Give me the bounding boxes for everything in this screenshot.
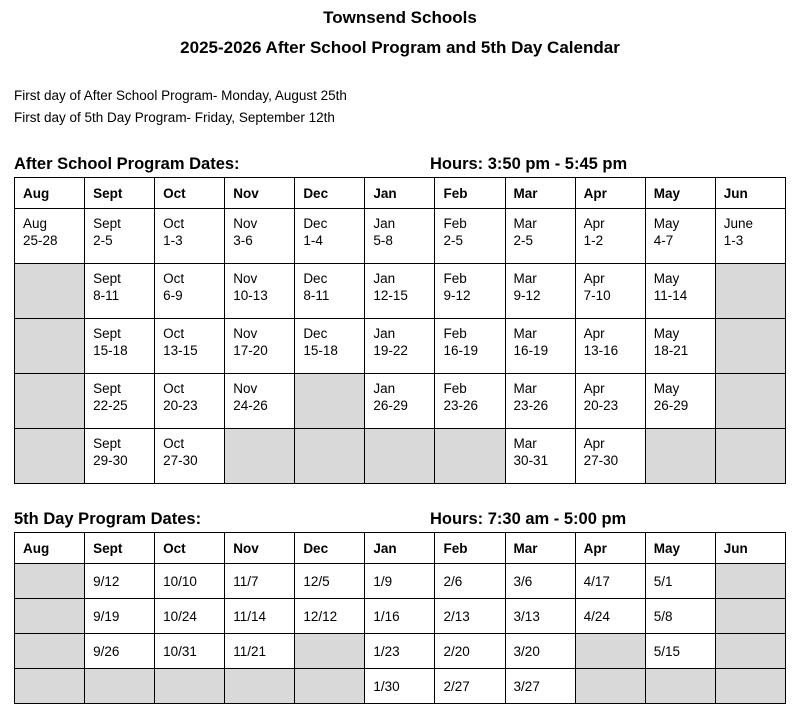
empty-cell — [715, 669, 785, 704]
date-cell: 10/24 — [155, 599, 225, 634]
fifth-day-col-mar: Mar — [505, 533, 575, 564]
date-range: 8-11 — [303, 288, 330, 303]
date-month: May — [653, 381, 680, 396]
date-cell — [645, 209, 715, 264]
date-month: Feb — [443, 326, 467, 341]
date-cell: 1/23 — [365, 634, 435, 669]
date-cell — [155, 374, 225, 429]
after-school-col-sept: Sept — [85, 178, 155, 209]
date-cell — [85, 264, 155, 319]
date-month: Aug — [23, 216, 48, 231]
date-cell — [435, 209, 505, 264]
date-month: Feb — [443, 381, 467, 396]
date-month: Sept — [93, 381, 121, 396]
date-cell: 3/13 — [505, 599, 575, 634]
date-range: 20-23 — [583, 398, 619, 413]
after-school-col-feb: Feb — [435, 178, 505, 209]
table-row — [15, 319, 786, 374]
date-cell: 2/20 — [435, 634, 505, 669]
fifth-day-col-jan: Jan — [365, 533, 435, 564]
date-cell: 10/31 — [155, 634, 225, 669]
after-school-col-oct: Oct — [155, 178, 225, 209]
date-month: Sept — [93, 271, 121, 286]
date-range: 7-10 — [583, 288, 611, 303]
date-month: Sept — [93, 436, 121, 451]
date-cell — [85, 429, 155, 484]
date-cell — [295, 264, 365, 319]
date-month: Sept — [93, 326, 121, 341]
empty-cell — [715, 564, 785, 599]
date-range: 26-29 — [653, 398, 689, 413]
date-range: 3-6 — [233, 233, 253, 248]
date-range: 27-30 — [163, 453, 198, 468]
fifth-day-col-nov: Nov — [225, 533, 295, 564]
date-month: Jan — [373, 216, 396, 231]
date-range: 2-5 — [93, 233, 113, 248]
date-month: Apr — [583, 326, 605, 341]
date-range: 30-31 — [513, 453, 549, 468]
date-range: 26-29 — [373, 398, 408, 413]
fifth-day-col-oct: Oct — [155, 533, 225, 564]
empty-cell — [85, 669, 155, 704]
table-row — [15, 429, 786, 484]
date-cell — [505, 429, 575, 484]
after-school-col-apr: Apr — [575, 178, 645, 209]
date-cell — [505, 264, 575, 319]
empty-cell — [295, 374, 365, 429]
date-month: Oct — [163, 271, 185, 286]
calendar-title: 2025-2026 After School Program and 5th Day Calendar — [180, 38, 620, 57]
date-range: 2-5 — [513, 233, 534, 248]
date-range: 13-16 — [583, 343, 619, 358]
date-cell: 2/27 — [435, 669, 505, 704]
fifth-day-col-apr: Apr — [575, 533, 645, 564]
date-range: 11-14 — [653, 288, 688, 303]
date-cell: 1/30 — [365, 669, 435, 704]
date-cell — [645, 319, 715, 374]
date-cell — [645, 264, 715, 319]
table-row — [15, 564, 786, 599]
date-cell — [225, 264, 295, 319]
empty-cell — [295, 669, 365, 704]
date-cell — [575, 429, 645, 484]
table-row — [15, 374, 786, 429]
table-row — [15, 599, 786, 634]
empty-cell — [715, 374, 785, 429]
empty-cell — [15, 264, 85, 319]
date-range: 5-8 — [373, 233, 393, 248]
after-school-start-note: First day of After School Program- Monday, August 25th — [14, 88, 347, 103]
after-school-header-row — [15, 178, 786, 209]
after-school-col-aug: Aug — [15, 178, 85, 209]
after-school-col-may: May — [645, 178, 715, 209]
date-cell — [575, 374, 645, 429]
fifth-day-col-jun: Jun — [715, 533, 785, 564]
date-month: Mar — [513, 381, 537, 396]
date-cell: 9/26 — [85, 634, 155, 669]
date-cell: 3/20 — [505, 634, 575, 669]
date-range: 1-3 — [723, 233, 744, 248]
date-month: Nov — [233, 381, 258, 396]
empty-cell — [575, 669, 645, 704]
date-cell — [575, 264, 645, 319]
date-cell — [435, 319, 505, 374]
date-range: 29-30 — [93, 453, 128, 468]
date-range: 1-4 — [303, 233, 323, 248]
date-cell — [155, 319, 225, 374]
empty-cell — [715, 634, 785, 669]
table-row — [15, 634, 786, 669]
date-cell — [435, 374, 505, 429]
table-row — [15, 669, 786, 704]
date-month: Jan — [373, 326, 396, 341]
date-range: 10-13 — [233, 288, 268, 303]
date-month: Sept — [93, 216, 121, 231]
date-month: Mar — [513, 326, 537, 341]
date-cell: 12/12 — [295, 599, 365, 634]
date-cell: 11/7 — [225, 564, 295, 599]
date-cell — [365, 319, 435, 374]
empty-cell — [715, 599, 785, 634]
date-cell — [225, 319, 295, 374]
date-cell — [295, 209, 365, 264]
date-cell — [575, 319, 645, 374]
after-school-heading: After School Program Dates: — [14, 155, 240, 173]
date-cell: 2/13 — [435, 599, 505, 634]
date-range: 25-28 — [23, 233, 58, 248]
fifth-day-col-sept: Sept — [85, 533, 155, 564]
empty-cell — [15, 374, 85, 429]
date-cell: 10/10 — [155, 564, 225, 599]
empty-cell — [715, 319, 785, 374]
date-cell — [155, 429, 225, 484]
date-month: Oct — [163, 436, 185, 451]
date-cell — [85, 374, 155, 429]
date-range: 15-18 — [303, 343, 338, 358]
date-range: 20-23 — [163, 398, 198, 413]
date-cell — [15, 209, 85, 264]
date-cell — [85, 209, 155, 264]
date-range: 9-12 — [513, 288, 541, 303]
date-month: Dec — [303, 271, 328, 286]
empty-cell — [645, 429, 715, 484]
date-range: 23-26 — [513, 398, 549, 413]
date-range: 23-26 — [443, 398, 478, 413]
empty-cell — [715, 429, 785, 484]
date-month: Nov — [233, 271, 258, 286]
date-range: 24-26 — [233, 398, 268, 413]
after-school-body — [15, 209, 786, 484]
date-cell: 11/21 — [225, 634, 295, 669]
date-cell: 9/19 — [85, 599, 155, 634]
date-cell: 5/15 — [645, 634, 715, 669]
date-month: May — [653, 326, 680, 341]
date-month: Jan — [373, 381, 396, 396]
date-month: Feb — [443, 271, 467, 286]
table-row — [15, 209, 786, 264]
date-cell — [85, 319, 155, 374]
date-range: 19-22 — [373, 343, 408, 358]
fifth-day-col-aug: Aug — [15, 533, 85, 564]
date-month: June — [723, 216, 754, 231]
date-month: Dec — [303, 326, 328, 341]
empty-cell — [295, 429, 365, 484]
empty-cell — [15, 634, 85, 669]
fifth-day-heading: 5th Day Program Dates: — [14, 510, 202, 528]
date-month: Oct — [163, 381, 185, 396]
fifth-day-col-may: May — [645, 533, 715, 564]
date-month: Apr — [583, 216, 605, 231]
date-range: 18-21 — [653, 343, 689, 358]
date-cell: 11/14 — [225, 599, 295, 634]
date-cell — [575, 209, 645, 264]
date-month: May — [653, 271, 680, 286]
empty-cell — [15, 319, 85, 374]
date-range: 6-9 — [163, 288, 183, 303]
date-range: 2-5 — [443, 233, 463, 248]
fifth-day-col-feb: Feb — [435, 533, 505, 564]
date-range: 22-25 — [93, 398, 128, 413]
date-month: Dec — [303, 216, 328, 231]
date-cell — [645, 374, 715, 429]
date-range: 1-2 — [583, 233, 604, 248]
date-cell — [505, 374, 575, 429]
date-cell: 12/5 — [295, 564, 365, 599]
date-cell — [155, 209, 225, 264]
date-cell: 1/9 — [365, 564, 435, 599]
date-cell — [225, 374, 295, 429]
school-title: Townsend Schools — [323, 8, 477, 27]
empty-cell — [435, 429, 505, 484]
empty-cell — [155, 669, 225, 704]
date-month: Nov — [233, 216, 258, 231]
fifth-day-start-note: First day of 5th Day Program- Friday, September 12th — [14, 110, 335, 125]
date-range: 12-15 — [373, 288, 408, 303]
date-range: 17-20 — [233, 343, 268, 358]
date-cell: 4/17 — [575, 564, 645, 599]
date-cell — [155, 264, 225, 319]
date-cell: 3/27 — [505, 669, 575, 704]
empty-cell — [15, 599, 85, 634]
empty-cell — [225, 669, 295, 704]
date-month: Nov — [233, 326, 258, 341]
fifth-day-col-dec: Dec — [295, 533, 365, 564]
date-cell: 4/24 — [575, 599, 645, 634]
date-cell: 9/12 — [85, 564, 155, 599]
date-month: Oct — [163, 216, 185, 231]
empty-cell — [715, 264, 785, 319]
empty-cell — [575, 634, 645, 669]
date-range: 4-7 — [653, 233, 674, 248]
date-month: Feb — [443, 216, 467, 231]
date-cell — [295, 319, 365, 374]
date-range: 8-11 — [93, 288, 120, 303]
date-cell: 1/16 — [365, 599, 435, 634]
date-month: Apr — [583, 436, 605, 451]
date-month: Apr — [583, 381, 605, 396]
after-school-col-jun: Jun — [715, 178, 785, 209]
date-cell — [365, 264, 435, 319]
date-range: 27-30 — [583, 453, 619, 468]
date-range: 9-12 — [443, 288, 471, 303]
date-cell — [435, 264, 505, 319]
date-month: Oct — [163, 326, 185, 341]
date-range: 15-18 — [93, 343, 128, 358]
date-month: Mar — [513, 271, 537, 286]
date-cell: 2/6 — [435, 564, 505, 599]
date-cell — [365, 209, 435, 264]
date-month: Mar — [513, 436, 537, 451]
fifth-day-dates-table — [14, 532, 786, 704]
date-cell — [225, 209, 295, 264]
date-cell — [505, 319, 575, 374]
date-month: Mar — [513, 216, 537, 231]
date-cell: 3/6 — [505, 564, 575, 599]
fifth-day-body — [15, 564, 786, 704]
date-cell — [715, 209, 785, 264]
date-range: 16-19 — [443, 343, 478, 358]
date-month: Jan — [373, 271, 396, 286]
empty-cell — [295, 634, 365, 669]
date-cell: 5/8 — [645, 599, 715, 634]
after-school-col-mar: Mar — [505, 178, 575, 209]
date-range: 13-15 — [163, 343, 198, 358]
empty-cell — [365, 429, 435, 484]
date-range: 1-3 — [163, 233, 183, 248]
date-month: Apr — [583, 271, 605, 286]
empty-cell — [15, 429, 85, 484]
date-cell: 5/1 — [645, 564, 715, 599]
after-school-col-jan: Jan — [365, 178, 435, 209]
empty-cell — [225, 429, 295, 484]
fifth-day-header-row — [15, 533, 786, 564]
empty-cell — [645, 669, 715, 704]
empty-cell — [15, 564, 85, 599]
table-row — [15, 264, 786, 319]
fifth-day-hours: Hours: 7:30 am - 5:00 pm — [430, 510, 627, 528]
after-school-col-dec: Dec — [295, 178, 365, 209]
after-school-dates-table — [14, 177, 786, 484]
date-range: 16-19 — [513, 343, 549, 358]
empty-cell — [15, 669, 85, 704]
date-cell — [505, 209, 575, 264]
date-month: May — [653, 216, 680, 231]
after-school-col-nov: Nov — [225, 178, 295, 209]
after-school-hours: Hours: 3:50 pm - 5:45 pm — [430, 155, 628, 173]
date-cell — [365, 374, 435, 429]
